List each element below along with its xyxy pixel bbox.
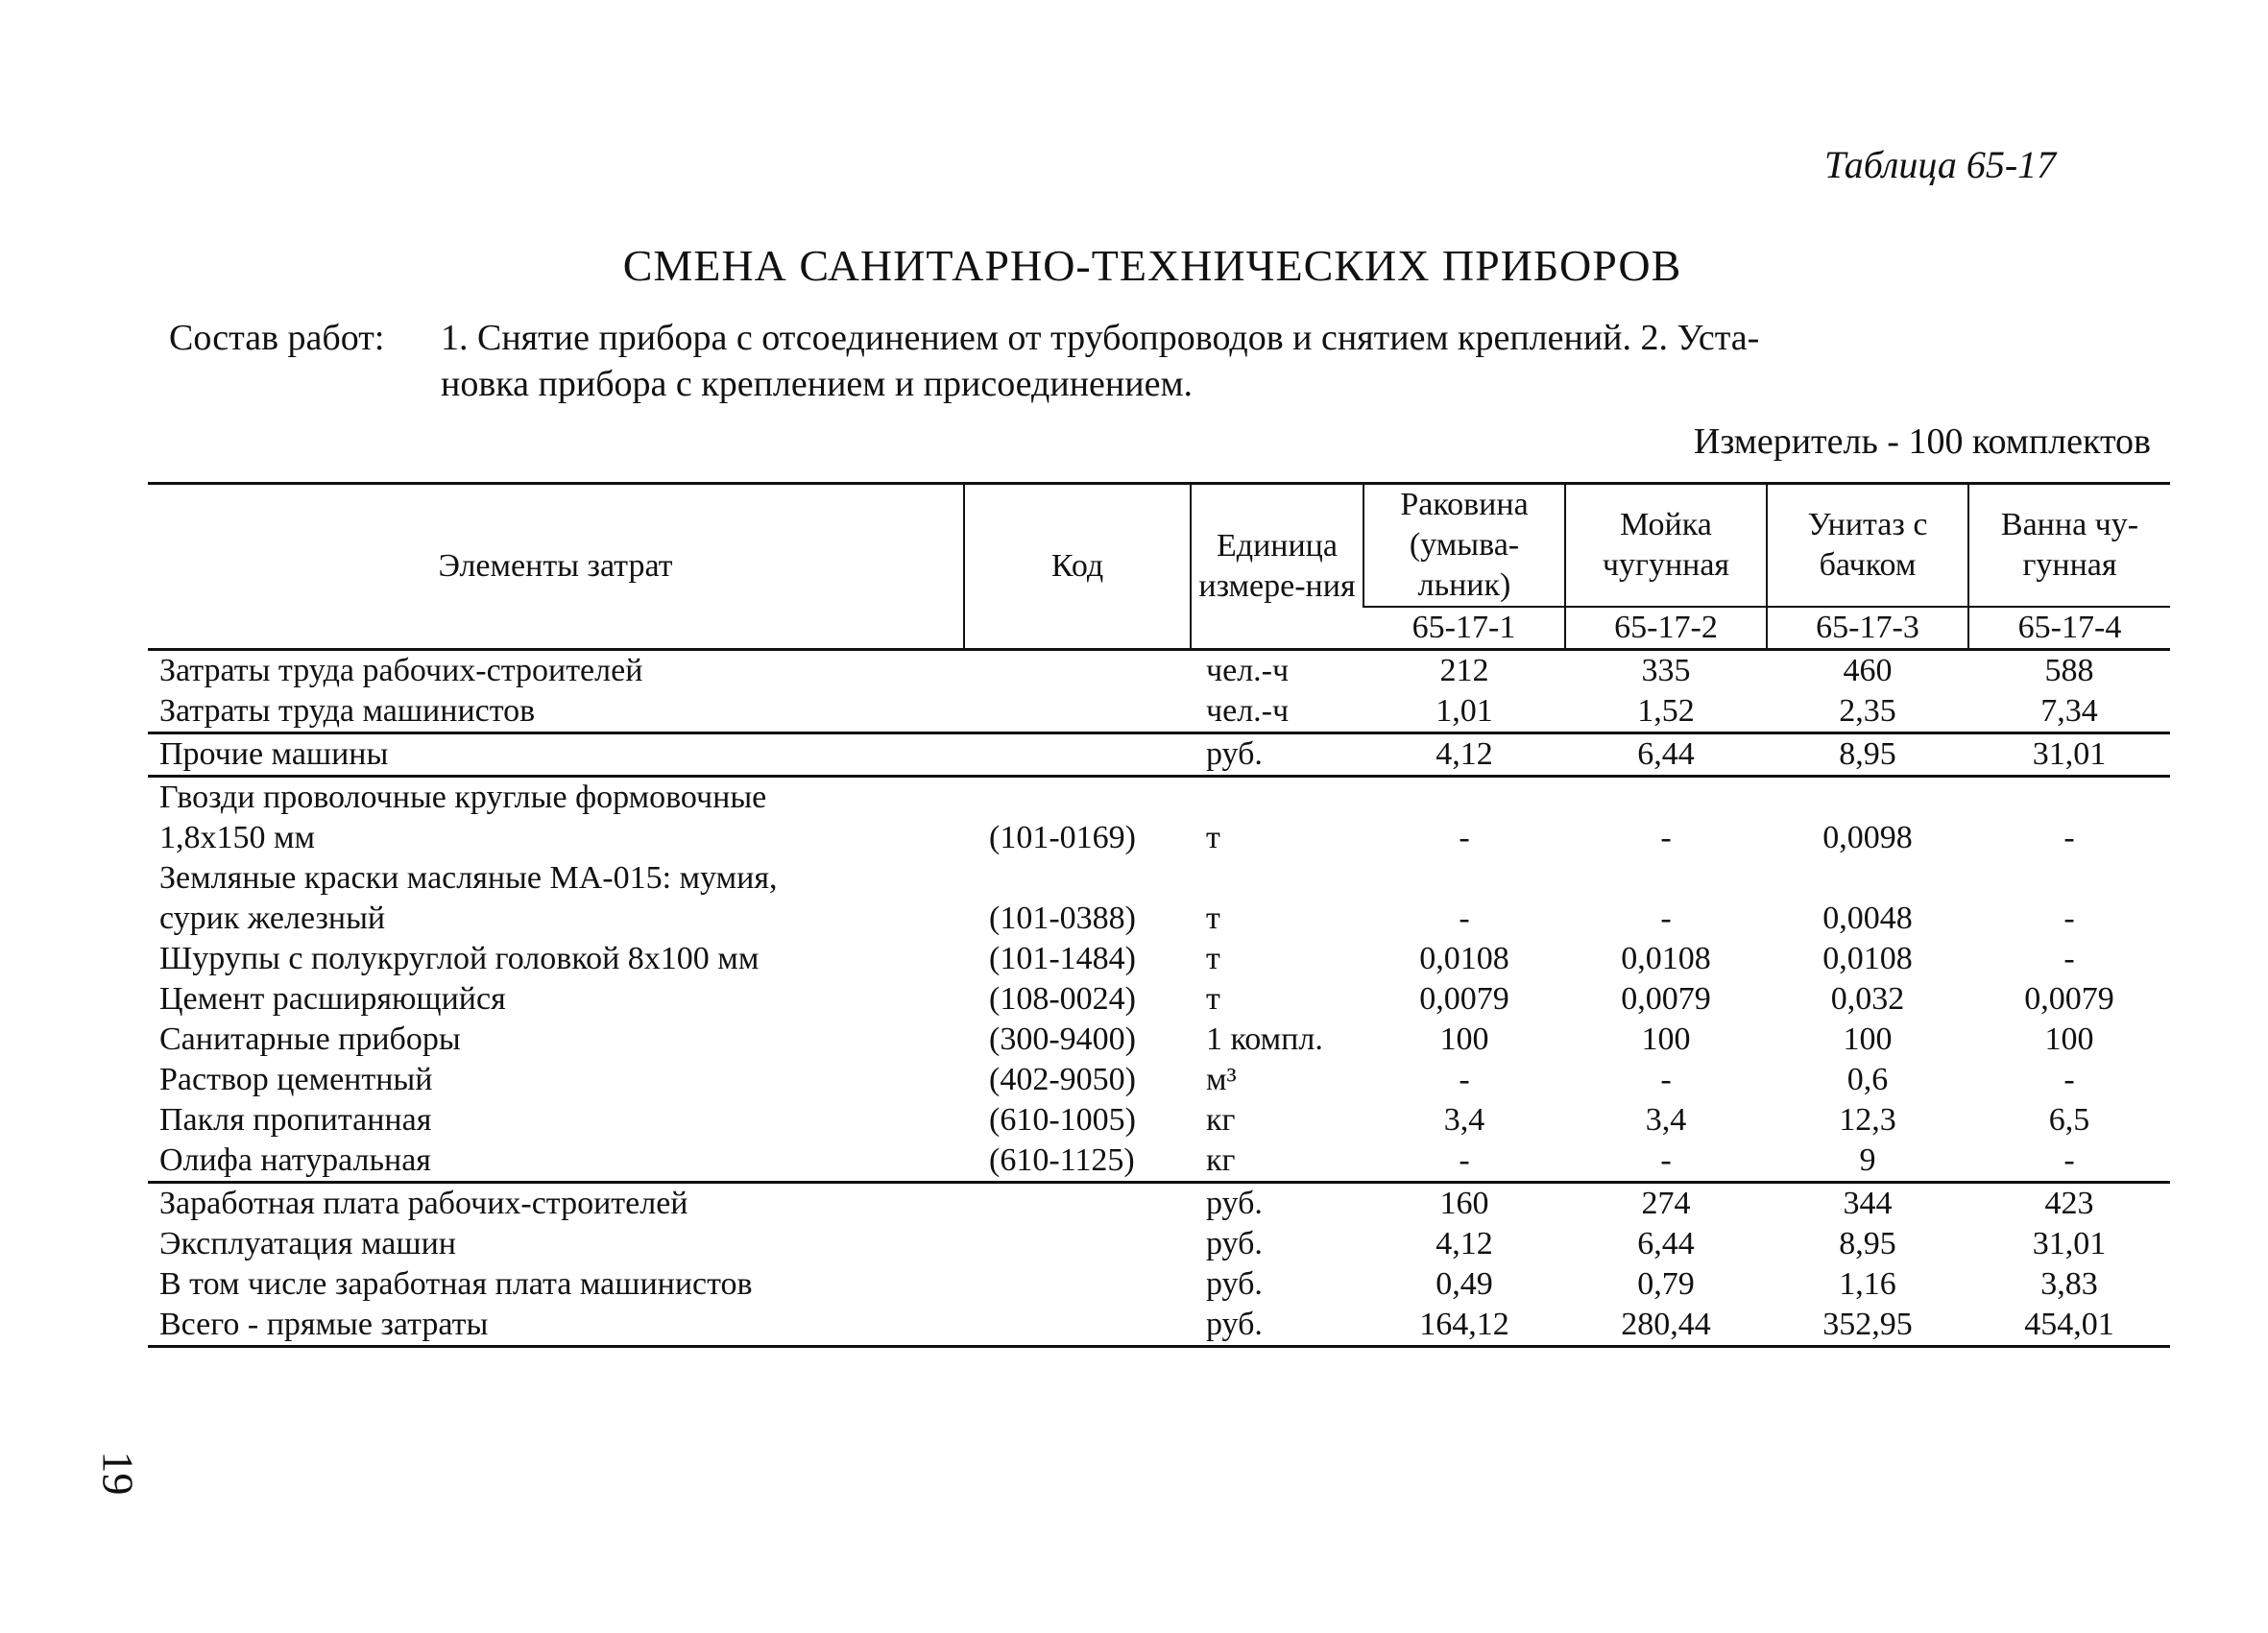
table-row [148, 1183, 2170, 1225]
value-cell: - [2063, 820, 2075, 855]
value-cell: - [1459, 901, 1470, 936]
table-row [148, 1100, 2170, 1141]
value-cell: - [1660, 901, 1672, 936]
cost-element-name: Олифа натуральная [159, 1142, 431, 1178]
unit-cell: 1 компл. [1206, 1021, 1323, 1057]
header-column-code: 65-17-2 [1565, 607, 1767, 650]
table-caption: Таблица 65-17 [1824, 143, 2057, 186]
resource-code: (402-9050) [989, 1062, 1136, 1097]
page-number: 19 [93, 1451, 143, 1496]
resource-code [964, 777, 1191, 819]
resource-code: (610-1125) [989, 1142, 1135, 1178]
unit-cell: чел.-ч [1206, 653, 1290, 688]
value-cell: 4,12 [1436, 1226, 1493, 1261]
value-cell: 6,44 [1637, 1226, 1695, 1261]
value-cell: 0,0098 [1822, 820, 1913, 855]
value-cell: 8,95 [1767, 733, 1968, 777]
resource-code [964, 691, 1191, 733]
resource-code: (610-1005) [989, 1102, 1136, 1138]
value-cell: 454,01 [1968, 1305, 2170, 1347]
value-cell: 0,0079 [1419, 981, 1509, 1017]
cost-element-name: Гвозди проволочные круглые формовочные [159, 780, 767, 815]
value-cell: 0,032 [1830, 981, 1905, 1017]
value-cell: - [1459, 1142, 1470, 1178]
value-cell: 1,52 [1637, 693, 1695, 729]
value-cell: 160 [1363, 1183, 1565, 1225]
cost-element-name: Пакля пропитанная [159, 1102, 432, 1138]
unit-cell: т [1206, 941, 1220, 976]
value-cell: 280,44 [1565, 1305, 1767, 1347]
header-code: Код [964, 484, 1191, 650]
table-row [148, 733, 2170, 777]
resource-code: (108-0024) [989, 981, 1136, 1017]
value-cell [1767, 858, 1968, 899]
header-column: Раковина (умыва-льник) [1363, 484, 1565, 608]
cost-element-name: Всего - прямые затраты [148, 1305, 964, 1347]
work-composition-line: новка прибора с креплением и присоединением. [441, 364, 1194, 404]
value-cell: 0,6 [1846, 1062, 1889, 1097]
value-cell: - [2063, 941, 2075, 976]
value-cell: 3,83 [2040, 1266, 2098, 1302]
unit-cell [1191, 777, 1363, 819]
value-cell [1968, 858, 2170, 899]
measure-unit: Измеритель - 100 комплектов [1693, 421, 2151, 462]
table-row [148, 1020, 2170, 1060]
value-cell: 1,01 [1436, 693, 1493, 729]
value-cell: 0,0079 [2024, 981, 2114, 1017]
header-elements: Элементы затрат [148, 484, 964, 650]
table-row [148, 691, 2170, 733]
unit-cell: т [1206, 901, 1220, 936]
work-composition-label: Состав работ: [169, 318, 385, 358]
resource-code [964, 1305, 1191, 1347]
value-cell: 423 [1968, 1183, 2170, 1225]
value-cell: 164,12 [1363, 1305, 1565, 1347]
header-unit: Единица измере-ния [1191, 484, 1363, 650]
value-cell: 212 [1439, 653, 1489, 688]
table-row [148, 979, 2170, 1020]
table-row [148, 650, 2170, 692]
value-cell: 1,16 [1839, 1266, 1896, 1302]
header-column: Мойка чугунная [1565, 484, 1767, 608]
value-cell: 0,79 [1637, 1266, 1695, 1302]
value-cell: 100 [1439, 1021, 1489, 1057]
value-cell: - [2063, 1142, 2075, 1178]
unit-cell: т [1206, 820, 1220, 855]
cost-element-name: Прочие машины [148, 733, 964, 777]
unit-cell: руб. [1206, 1266, 1263, 1302]
value-cell: - [1459, 820, 1470, 855]
header-column-code: 65-17-3 [1767, 607, 1968, 650]
value-cell: 0,0079 [1621, 981, 1711, 1017]
value-cell: - [2063, 901, 2075, 936]
resource-code [964, 1224, 1191, 1264]
value-cell: 7,34 [2040, 693, 2098, 729]
value-cell: 3,4 [1443, 1102, 1485, 1138]
header-column: Ванна чу-гунная [1968, 484, 2170, 608]
table-row [148, 1264, 2170, 1305]
value-cell: 8,95 [1839, 1226, 1896, 1261]
cost-table [148, 482, 2170, 1348]
cost-element-name: Цемент расширяющийся [159, 981, 506, 1017]
value-cell: 12,3 [1839, 1102, 1896, 1138]
unit-cell: руб. [1191, 1183, 1363, 1225]
cost-element-name: Шурупы с полукруглой головкой 8х100 мм [159, 941, 760, 976]
value-cell: 0,0108 [1621, 941, 1711, 976]
value-cell: 9 [1859, 1142, 1876, 1178]
unit-cell: руб. [1191, 733, 1363, 777]
value-cell: 3,4 [1645, 1102, 1687, 1138]
value-cell: 344 [1767, 1183, 1968, 1225]
cost-element-name: Заработная плата рабочих-строителей [148, 1183, 964, 1225]
value-cell [1565, 777, 1767, 819]
unit-cell: руб. [1191, 1305, 1363, 1347]
value-cell: - [2063, 1062, 2075, 1097]
value-cell: - [1660, 1062, 1672, 1097]
table-row [148, 1224, 2170, 1264]
value-cell: - [1660, 820, 1672, 855]
table-row [148, 1305, 2170, 1347]
value-cell: - [1660, 1142, 1672, 1178]
value-cell: 2,35 [1839, 693, 1896, 729]
value-cell: 6,5 [2048, 1102, 2090, 1138]
cost-element-name: Раствор цементный [159, 1062, 433, 1097]
cost-element-name: Земляные краски масляные МА-015: мумия, [159, 860, 778, 896]
table-row [148, 858, 2170, 899]
resource-code [964, 1264, 1191, 1305]
unit-cell: чел.-ч [1206, 693, 1290, 729]
table-row [148, 939, 2170, 979]
unit-cell: т [1206, 981, 1220, 1017]
value-cell [1767, 777, 1968, 819]
value-cell: 6,44 [1565, 733, 1767, 777]
table-row [148, 1141, 2170, 1183]
value-cell [1968, 777, 2170, 819]
value-cell: 100 [2044, 1021, 2094, 1057]
resource-code [964, 858, 1191, 899]
resource-code: (101-0169) [989, 820, 1136, 855]
value-cell: 588 [2044, 653, 2094, 688]
value-cell: 100 [1641, 1021, 1691, 1057]
value-cell: 100 [1843, 1021, 1893, 1057]
cost-element-name: Затраты труда машинистов [159, 693, 536, 729]
value-cell: 0,0108 [1822, 941, 1913, 976]
cost-element-name: сурик железный [159, 901, 386, 936]
resource-code [964, 1183, 1191, 1225]
unit-cell: руб. [1206, 1226, 1263, 1261]
unit-cell: кг [1206, 1142, 1236, 1178]
value-cell: 460 [1843, 653, 1893, 688]
resource-code: (101-1484) [989, 941, 1136, 976]
header-column-code: 65-17-4 [1968, 607, 2170, 650]
value-cell [1363, 858, 1565, 899]
document-title: СМЕНА САНИТАРНО-ТЕХНИЧЕСКИХ ПРИБОРОВ [622, 241, 1682, 290]
resource-code [964, 650, 1191, 692]
cost-element-name: Санитарные приборы [159, 1021, 461, 1057]
header-column: Унитаз с бачком [1767, 484, 1968, 608]
cost-table-header [148, 484, 2170, 650]
value-cell: 352,95 [1767, 1305, 1968, 1347]
resource-code: (300-9400) [989, 1021, 1136, 1057]
table-row [148, 818, 2170, 858]
work-composition [169, 315, 2118, 407]
value-cell: 31,01 [1968, 733, 2170, 777]
cost-element-name: Эксплуатация машин [159, 1226, 456, 1261]
value-cell: - [1459, 1062, 1470, 1097]
unit-cell: м³ [1206, 1062, 1237, 1097]
work-composition-line: 1. Снятие прибора с отсоединением от трубопроводов и снятием креплений. 2. Уста- [441, 318, 1760, 358]
value-cell: 31,01 [2032, 1226, 2107, 1261]
value-cell: 0,0108 [1419, 941, 1509, 976]
value-cell: 0,49 [1436, 1266, 1493, 1302]
table-row [148, 777, 2170, 819]
cost-element-name: 1,8х150 мм [159, 820, 316, 855]
resource-code [964, 733, 1191, 777]
value-cell: 274 [1565, 1183, 1767, 1225]
resource-code: (101-0388) [989, 901, 1136, 936]
header-column-code: 65-17-1 [1363, 607, 1565, 650]
value-cell [1363, 777, 1565, 819]
cost-element-name: В том числе заработная плата машинистов [159, 1266, 753, 1302]
unit-cell: кг [1206, 1102, 1236, 1138]
unit-cell [1191, 858, 1363, 899]
cost-table-body [148, 650, 2170, 1347]
table-row [148, 899, 2170, 939]
value-cell: 335 [1641, 653, 1691, 688]
table-row [148, 1060, 2170, 1100]
work-composition-text [441, 315, 2118, 407]
value-cell [1565, 858, 1767, 899]
cost-element-name: Затраты труда рабочих-строителей [159, 653, 643, 688]
value-cell: 0,0048 [1822, 901, 1913, 936]
value-cell: 4,12 [1363, 733, 1565, 777]
